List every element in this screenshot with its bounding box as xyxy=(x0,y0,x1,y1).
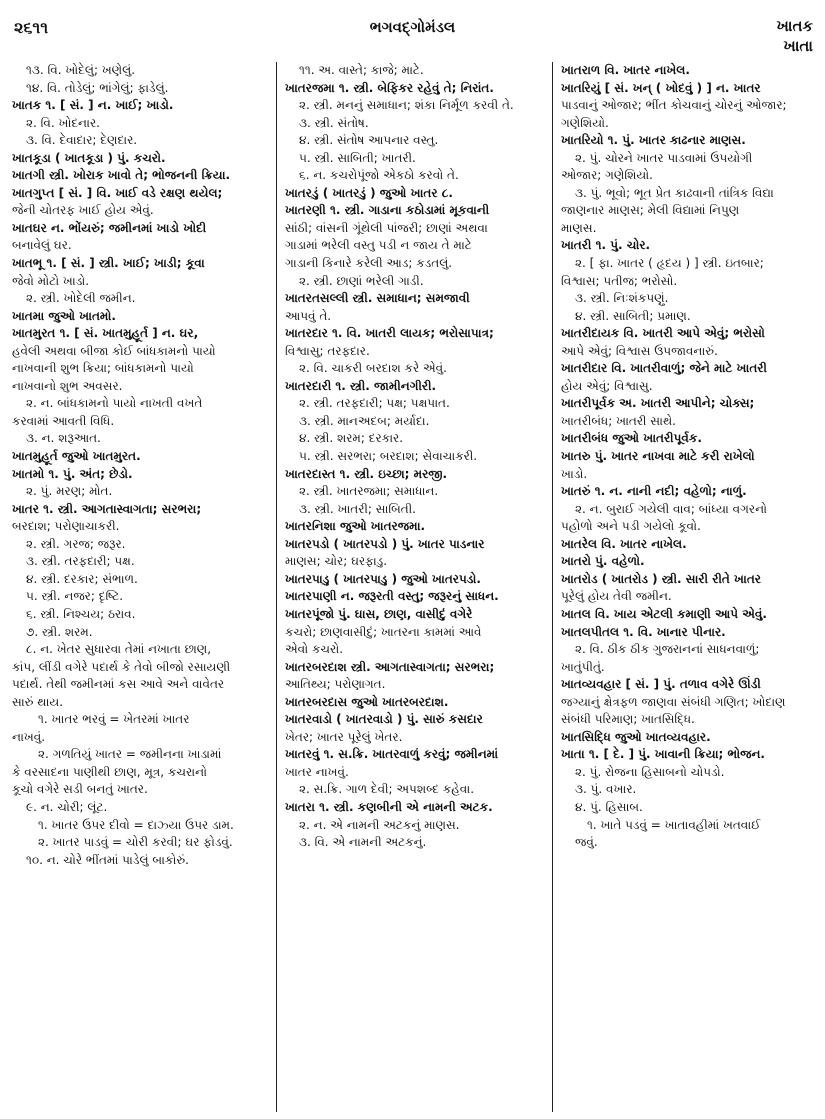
entry-text-line: ૧૧. અ. વાસ્તે; કાજે; માટે. xyxy=(299,63,424,77)
entry-text-line: આપે એવું; વિશ્વાસ ઉપજાવનારું. xyxy=(561,343,718,358)
entry-text-line: ખાતરીબંધ; ખાતરી સાથે. xyxy=(561,413,676,428)
entry-headword-line: ખાતરનિશા જુઓ ખાતરજમા. xyxy=(285,519,426,534)
entry-text-line: ૨. પું. મરણ; મોત. xyxy=(26,484,113,499)
entry-text-line: જગ્યાનું ક્ષેત્રફળ જાણવા સંબંધી ગણિત; ખોદાણ xyxy=(561,694,786,709)
entry-text-line: પહોળો અને પડી ગયેલો કૂવો. xyxy=(561,519,701,534)
entry-text-line: નાખવાની શુભ ક્રિયા; બાંધકામનો પાયો xyxy=(12,361,194,376)
entry-text-line: ગાડાની કિનારે કરેલી આડ; કડતલું. xyxy=(285,256,453,271)
entry-headword-line: ખાતરતસલ્લી સ્ત્રી. સમાધાન; સમજાવી xyxy=(285,291,470,306)
entry-text-line: ૪. સ્ત્રી. સાબિતી; પ્રમાણ. xyxy=(575,308,691,323)
entry-text-line: ૨. સ્ત્રી. તરફદારી; પક્ષ; પક્ષપાત. xyxy=(299,396,450,411)
entry-text-line: ૨. સ્ત્રી. ખોદેલી જમીન. xyxy=(26,291,136,306)
entry-headword-line: ખાતઘર ન. ભોંયરું; જમીનમાં ખાડો ખોદી xyxy=(12,220,207,235)
entry-headword-line: ખાતકૂડા ( ખાતકૂડા ) પું. કચરો. xyxy=(12,150,166,165)
entry-text-line: ૬. ન. કચરોપૂંજો એકઠો કરવો તે. xyxy=(299,168,459,183)
entry-text-line: ૩. ન. શરૂઆત. xyxy=(26,431,101,446)
entry-text-line: ઓજાર; ગણેશિયો. xyxy=(561,168,653,183)
entry-text-line: ૨. ન. બાંધકામનો પાયો નાખતી વખતે xyxy=(26,396,203,411)
entry-headword-line: ખાતરેલ વિ. ખાતર નાખેલ. xyxy=(561,536,687,551)
entry-headword-line: ખાતરદાર ૧. વિ. ખાતરી લાયક; ભરોસાપાત્ર; xyxy=(285,326,494,341)
entry-text-line: વિશ્વાસ; પતીજ; ભરોસો. xyxy=(561,273,678,288)
entry-text-line: ૨. સ્ત્રી. મનનું સમાધાન; શંકા નિર્મૂળ કરવી તે. xyxy=(299,98,514,113)
entry-headword-line: ખાતરી ૧. પું. ચોર. xyxy=(561,238,651,253)
entry-headword-line: ખાતસિદ્ધિ જુઓ ખાતવ્યવહાર. xyxy=(561,729,711,744)
column-middle xyxy=(285,62,542,1112)
entry-text-line: આતિથ્ય; પરોણાગત. xyxy=(285,677,386,692)
entry-headword-line: ખાતરબરદાશ સ્ત્રી. આગતાસ્વાગતા; સરભરા; xyxy=(285,659,495,674)
entry-headword-line: ખાતરવાડો ( ખાતરવાડો ) પું. સારું કસદાર xyxy=(285,712,483,727)
entry-text-line: સંબંધી પરિમાણ; ખાતસિદ્ધિ. xyxy=(561,712,695,727)
entry-text-line: ૨. સ્ત્રી. છાણાં ભરેલી ગાડી. xyxy=(299,273,424,288)
entry-text-line: ૨. ગળતિયું ખાતર = જમીનના ખાડામાં xyxy=(38,747,222,762)
entry-headword-line: ખાતા ૧. [ દે. ] પું. ખાવાની ક્રિયા; ભોજન. xyxy=(561,747,765,762)
entry-text-line: કચરો; છાણવાસીદું; ખાતરના કામમાં આવે xyxy=(285,624,482,639)
entry-text-line: ૩. સ્ત્રી. તરફદારી; પક્ષ. xyxy=(26,554,135,569)
entry-text-line: ૨. સ્ત્રી. ગરજ; જરૂર. xyxy=(26,536,126,551)
entry-text-line: નાખવું. xyxy=(12,729,46,744)
entry-text-line: ૩. સ્ત્રી. ખાતરી; સાબિતી. xyxy=(299,501,416,516)
entry-text-line: ૨. વિ. ઠીક ઠીક ગુજરાનનાં સાધનવાળું; xyxy=(575,642,760,657)
entry-text-line: માણસ; ચોર; ઘરફાડુ. xyxy=(285,554,388,569)
entry-text-line: ૨. પું. ચોરને ખાતર પાડવામાં ઉપયોગી xyxy=(575,150,753,165)
entry-text-line: ૨. ન. એ નામની અટકનું માણસ. xyxy=(299,817,460,832)
guide-word-first: ખાતક xyxy=(776,17,813,35)
entry-text-line: પદાર્થ. તેથી જમીનમાં કસ આવે અને વાવેતર xyxy=(12,677,225,692)
entry-headword-line: ખાતલ વિ. ખાય એટલી કમાણી આપે એવું. xyxy=(561,606,767,621)
entry-headword-line: ખાતર ૧. સ્ત્રી. આગતાસ્વાગતા; સરભરા; xyxy=(12,501,202,516)
entry-headword-line: ખાતરા ૧. સ્ત્રી. કણબીની એ નામની અટક. xyxy=(285,799,493,814)
entry-headword-line: ખાતરીબંધ જુઓ ખાતરીપૂર્વક. xyxy=(561,431,702,446)
entry-headword-line: ખાતરપાડુ ( ખાતરપાડુ ) જુઓ ખાતરપડો. xyxy=(285,571,481,586)
entry-text-line: માણસ. xyxy=(561,220,597,235)
entry-headword-line: ખાતરદારી ૧. સ્ત્રી. જામીનગીરી. xyxy=(285,378,437,393)
entry-headword-line: ખાતમા જુઓ ખાતમો. xyxy=(12,308,116,323)
column-left xyxy=(12,62,267,1112)
entry-text-line: ૧૦. ન. ચોરે ભીંતમાં પાડેલું બાકોરું. xyxy=(26,852,189,867)
entry-headword-line: ખાતલપીતલ ૧. વિ. ખાનાર પીનાર. xyxy=(561,624,726,639)
entry-text-line: ૨. વિ. ચાકરી બરદાશ કરે એવું. xyxy=(299,361,447,376)
entry-text-line: કાંપ, લીંડી વગેરે પદાર્થ કે તેવો બીજો રસાયણી xyxy=(12,659,231,674)
entry-headword-line: ખાતરબરદાસ જુઓ ખાતરબરદાશ. xyxy=(285,694,449,709)
dictionary-columns xyxy=(0,62,825,1112)
entry-headword-line: ખાતરવું ૧. સ.ક્રિ. ખાતરવાળું કરવું; જમીનમાં xyxy=(285,747,499,762)
entry-text-line: ગણેશિયો. xyxy=(561,115,609,130)
entry-text-line: કે વરસાદના પાણીથી છાણ, મૂત્ર, કચરાનો xyxy=(12,764,208,779)
entry-headword-line: ખાતમુરત ૧. [ સં. ખાતમુહૂર્ત ] ન. ઘર, xyxy=(12,326,199,341)
entry-text-line: ૨. વિ. ખોદનાર. xyxy=(26,115,100,130)
entry-text-line: ૨. ન. બુરાઈ ગયેલી વાવ; બાંધ્યા વગરનો xyxy=(575,501,768,516)
entry-text-line: ૭. સ્ત્રી. શરમ. xyxy=(26,624,93,639)
entry-text-line: સારું થાય. xyxy=(12,694,64,709)
entry-text-line: ૨. સ્ત્રી. ખાતરજમા; સમાધાન. xyxy=(299,484,439,499)
entry-headword-line: ખાતરુ પું. ખાતર નાખવા માટે કરી રાખેલો xyxy=(561,449,755,464)
entry-text-line: ૩. વિ. દેવાદાર; દેણદાર. xyxy=(26,133,138,148)
entry-headword-line: ખાતરિયો ૧. પું. ખાતર કાઢનાર માણસ. xyxy=(561,133,746,148)
entry-text-line: જવું. xyxy=(575,835,598,850)
entry-text-line: બનાવેલું ઘર. xyxy=(12,238,72,253)
entry-text-line: ૨. સ.ક્રિ. ગાળ દેવી; અપશબ્દ કહેવા. xyxy=(299,782,475,797)
entry-text-line: ૩. સ્ત્રી. માનઅદબ; મર્યાદા. xyxy=(299,413,430,428)
entry-text-line: ૨. ખાતર પાડવું = ચોરી કરવી; ઘર ફોડવું. xyxy=(38,835,233,850)
entry-text-line: ૪. પું. હિસાબ. xyxy=(575,799,643,814)
entry-text-line: જેની ચોતરફ ખાઈ હોય એવું. xyxy=(12,203,154,218)
entry-text-line: કૂચો વગેરે સડી બનતું ખાતર. xyxy=(12,782,148,797)
entry-headword-line: ખાતભૂ ૧. [ સં. ] સ્ત્રી. ખાઈ; ખાડી; કૂવા xyxy=(12,256,205,271)
entry-text-line: સાંઠી; વાંસની ગૂંથેલી પાંજરી; છાણાં અથવા xyxy=(285,220,488,235)
entry-text-line: ૩. વિ. એ નામની અટકનું. xyxy=(299,835,427,850)
entry-headword-line: ખાતરજમા ૧. સ્ત્રી. બેફિકર રહેવું તે; નિરાંત. xyxy=(285,80,494,95)
entry-text-line: ૩. પું. વખાર. xyxy=(575,782,637,797)
entry-text-line: બરદાશ; પરોણાચાકરી. xyxy=(12,519,120,534)
entry-headword-line: ખાતરણી ૧. સ્ત્રી. ગાડાના કઠોડામાં મૂકવાની xyxy=(285,203,490,218)
entry-text-line: ૧. ખાતે પડવું = ખાતાવહીમાં ખતવાઈ xyxy=(587,817,761,832)
entry-headword-line: ખાતરપૂંજો પું. ઘાસ, છાણ, વાસીદું વગેરે xyxy=(285,606,473,621)
entry-headword-line: ખાતરું ૧. ન. નાની નદી; વહેળો; નાળું. xyxy=(561,484,747,499)
entry-text-line: પૂરેલું હોય તેવી જમીન. xyxy=(561,589,672,604)
entry-headword-line: ખાતક ૧. [ સં. ] ન. ખાઈ; ખાડો. xyxy=(12,98,174,113)
entry-text-line: હોય એવું; વિશ્વાસુ. xyxy=(561,378,653,393)
page-number: ૨૬૧૧ xyxy=(14,18,49,37)
entry-text-line: ખાતુંપીતું. xyxy=(561,659,605,674)
entry-text-line: ૨. પું. રોજના હિસાબનો ચોપડો. xyxy=(575,764,725,779)
entry-text-line: જાણનાર માણસ; મેલી વિદ્યામાં નિપુણ xyxy=(561,203,740,218)
entry-headword-line: ખાતવ્યવહાર [ સં. ] પું. તળાવ વગેરે ઊંડી xyxy=(561,677,761,692)
entry-text-line: ૫. સ્ત્રી. સાબિતી; ખાતરી. xyxy=(299,150,416,165)
guide-words xyxy=(776,16,813,56)
guide-word-last: ખાતા xyxy=(783,37,813,55)
column-right xyxy=(561,62,816,1112)
entry-text-line: ખેતર; ખાતર પૂરેલું ખેતર. xyxy=(285,729,403,744)
page-header xyxy=(0,0,825,60)
entry-text-line: ૨. [ ફા. ખાતર ( હૃદય ) ] સ્ત્રી. ઇતબાર; xyxy=(575,256,764,271)
entry-text-line: ૧૪. વિ. તોડેલું; ભાંગેલું; ફાડેલું. xyxy=(26,80,169,95)
entry-headword-line: ખાતમો ૧. પું. અંત; છેડો. xyxy=(12,466,133,481)
entry-headword-line: ખાતરીપૂર્વક અ. ખાતરી આપીને; ચોક્સ; xyxy=(561,396,755,411)
entry-headword-line: ખાતરડું ( ખાતરડું ) જુઓ ખાતર ૮. xyxy=(285,185,453,200)
entry-headword-line: ખાતરીદાયક વિ. ખાતરી આપે એવું; ભરોસો xyxy=(561,326,765,341)
entry-text-line: ૩. સ્ત્રી. સંતોષ. xyxy=(299,115,369,130)
entry-text-line: ૬. સ્ત્રી. નિશ્ચય; ઠરાવ. xyxy=(26,606,136,621)
entry-text-line: વિશ્વાસુ; તરફદાર. xyxy=(285,343,370,358)
entry-text-line: ખાડો. xyxy=(561,466,588,481)
entry-headword-line: ખાતગુપ્ત [ સં. ] વિ. ખાઈ વડે રક્ષણ થયેલ; xyxy=(12,185,223,200)
entry-text-line: જેવો મોટો ખાડો. xyxy=(12,273,90,288)
page-title: ભગવદ્ગોમંડલ xyxy=(369,18,456,36)
entry-text-line: કરવામાં આવતી વિધિ. xyxy=(12,413,115,428)
entry-text-line: ૯. ન. ચોરી; લૂંટ. xyxy=(26,799,108,814)
entry-text-line: પાડવાનું ઓજાર; ભીંત કોચવાનું ચોરનું ઓજાર; xyxy=(561,98,787,113)
entry-headword-line: ખાતરીદાર વિ. ખાતરીવાળું; જેને માટે ખાતરી xyxy=(561,361,767,376)
entry-headword-line: ખાતરોડ ( ખાતરોડ ) સ્ત્રી. સારી રીતે ખાતર xyxy=(561,571,761,586)
entry-text-line: ૪. સ્ત્રી. શરમ; દરકાર. xyxy=(299,431,404,446)
entry-text-line: ૪. સ્ત્રી. સંતોષ આપનાર વસ્તુ. xyxy=(299,133,439,148)
entry-text-line: નાખવાનો શુભ અવસર. xyxy=(12,378,123,393)
entry-text-line: આપવું તે. xyxy=(285,308,332,323)
entry-headword-line: ખાતરાળ વિ. ખાતર નાખેલ. xyxy=(561,63,690,77)
entry-headword-line: ખાતરિયું [ સં. ખન્ ( ખોદવું ) ] ન. ખાતર xyxy=(561,80,761,95)
entry-headword-line: ખાતરો પું. વહેળો. xyxy=(561,554,645,569)
entry-text-line: ખાતર નાખવું. xyxy=(285,764,349,779)
entry-text-line: ૧. ખાતર ઉપર દીવો = દાઝ્યા ઉપર ડામ. xyxy=(38,817,234,832)
entry-text-line: ૩. પું. ભૂવો; ભૂત પ્રેત કાઢવાની તાંત્રિક વિદ્યા xyxy=(575,185,774,200)
entry-text-line: ગાડામાં ભરેલી વસ્તુ પડી ન જાય તે માટે xyxy=(285,238,472,253)
entry-headword-line: ખાતરપડો ( ખાતરપડો ) પું. ખાતર પાડનાર xyxy=(285,536,485,551)
entry-headword-line: ખાતમુહૂર્ત જુઓ ખાતમુરત. xyxy=(12,449,141,464)
entry-text-line: ૧૩. વિ. ખોદેલું; ખણેલું. xyxy=(26,63,136,77)
entry-text-line: હવેલી અથવા બીજા કોઈ બાંધકામનો પાયો xyxy=(12,343,216,358)
entry-text-line: ૫. સ્ત્રી. નજર; દૃષ્ટિ. xyxy=(26,589,124,604)
entry-text-line: ૧. ખાતર ભરવું = ખેતરમાં ખાતર xyxy=(38,712,190,727)
entry-text-line: ૩. સ્ત્રી. નિઃશંકપણું. xyxy=(575,291,669,306)
entry-text-line: ૫. સ્ત્રી. સરભરા; બરદાશ; સેવાચાકરી. xyxy=(299,449,478,464)
entry-headword-line: ખાતરપાણી ન. જરૂરતી વસ્તુ; જરૂરનું સાધન. xyxy=(285,589,499,604)
entry-text-line: એવો કચરો. xyxy=(285,642,344,657)
entry-headword-line: ખાતરદાસ્ત ૧. સ્ત્રી. ઇચ્છા; મરજી. xyxy=(285,466,448,481)
entry-headword-line: ખાતગી સ્ત્રી. ખોરાક ખાવો તે; ભોજનની ક્રિયા. xyxy=(12,168,231,183)
entry-text-line: ૮. ન. ખેતર સુધારવા તેમાં નખાતા છાણ, xyxy=(26,642,212,657)
entry-text-line: ૪. સ્ત્રી. દરકાર; સંભાળ. xyxy=(26,571,138,586)
